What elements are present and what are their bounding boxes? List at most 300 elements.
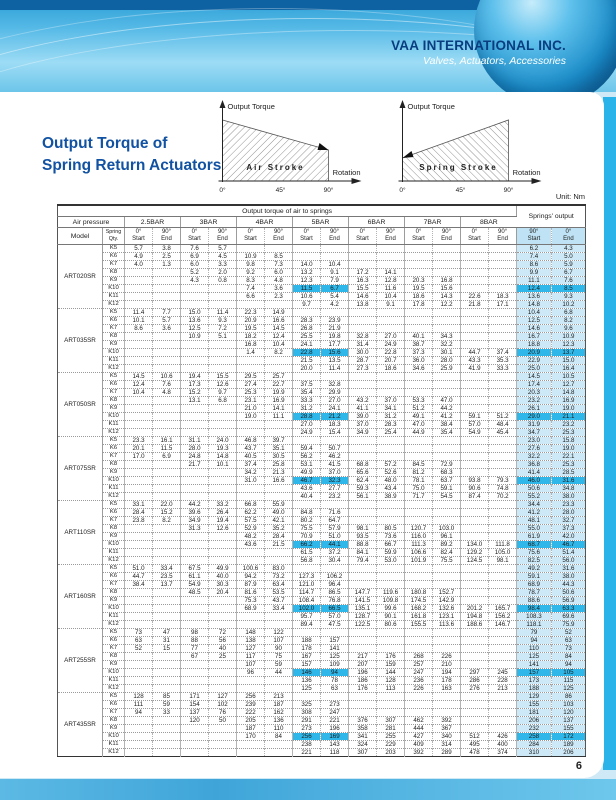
torque-value: 18.3 bbox=[489, 293, 517, 301]
torque-value: 121.0 bbox=[293, 581, 321, 589]
torque-value bbox=[125, 301, 153, 309]
torque-value: 120.7 bbox=[405, 525, 433, 533]
torque-value bbox=[125, 461, 153, 469]
torque-value: 228 bbox=[489, 677, 517, 685]
torque-value: 162 bbox=[265, 709, 293, 717]
torque-value: 34.7 bbox=[517, 429, 552, 437]
spring-qty: K11 bbox=[103, 421, 125, 429]
torque-value bbox=[321, 693, 349, 701]
torque-value: 37.0 bbox=[349, 421, 377, 429]
torque-value: 2.5 bbox=[153, 253, 181, 261]
torque-value: 147.7 bbox=[349, 589, 377, 597]
end-subheader: 90° End bbox=[489, 228, 517, 245]
torque-value: 10.9 bbox=[551, 333, 586, 341]
torque-value bbox=[489, 437, 517, 445]
torque-value: 84.8 bbox=[293, 509, 321, 517]
torque-value: 107 bbox=[237, 661, 265, 669]
torque-value: 236 bbox=[405, 677, 433, 685]
table-row bbox=[58, 485, 586, 493]
table-row bbox=[58, 341, 586, 349]
torque-value bbox=[125, 285, 153, 293]
torque-value bbox=[321, 501, 349, 509]
torque-value: 127 bbox=[209, 693, 237, 701]
torque-value bbox=[433, 253, 461, 261]
torque-value bbox=[461, 533, 489, 541]
torque-value: 31.6 bbox=[551, 477, 586, 485]
spring-qty: K6 bbox=[103, 253, 125, 261]
torque-value bbox=[125, 469, 153, 477]
torque-value bbox=[125, 661, 153, 669]
torque-value: 221 bbox=[293, 749, 321, 757]
torque-value: 167 bbox=[293, 653, 321, 661]
torque-value: 24.9 bbox=[293, 429, 321, 437]
torque-value: 144 bbox=[377, 669, 405, 677]
spring-qty: K12 bbox=[103, 749, 125, 757]
torque-value: 30.1 bbox=[433, 349, 461, 357]
torque-value bbox=[125, 533, 153, 541]
torque-value bbox=[153, 285, 181, 293]
torque-value: 96.4 bbox=[321, 581, 349, 589]
torque-value: 73 bbox=[125, 629, 153, 637]
torque-value: 48.1 bbox=[517, 517, 552, 525]
torque-value: 84 bbox=[265, 733, 293, 741]
torque-value: 4.0 bbox=[125, 261, 153, 269]
torque-value: 89.2 bbox=[433, 541, 461, 549]
torque-value: 59 bbox=[153, 701, 181, 709]
torque-value: 39.7 bbox=[265, 437, 293, 445]
torque-value: 40.0 bbox=[209, 573, 237, 581]
torque-value: 73 bbox=[551, 645, 586, 653]
torque-value: 28.7 bbox=[349, 357, 377, 365]
torque-value: 10.9 bbox=[237, 253, 265, 261]
air-pressure-label: Air pressure bbox=[58, 217, 125, 228]
torque-value bbox=[433, 565, 461, 573]
air-to-springs-header: Output torque of air to springs bbox=[58, 205, 517, 217]
torque-value bbox=[237, 493, 265, 501]
torque-value: 27.0 bbox=[321, 397, 349, 405]
torque-value bbox=[181, 605, 209, 613]
torque-value: 11.6 bbox=[377, 285, 405, 293]
torque-value: 189 bbox=[551, 741, 586, 749]
torque-value: 41.9 bbox=[461, 365, 489, 373]
torque-value: 98.1 bbox=[489, 557, 517, 565]
torque-value: 24.1 bbox=[293, 341, 321, 349]
spring-qty: K9 bbox=[103, 341, 125, 349]
torque-value bbox=[433, 373, 461, 381]
table-row bbox=[58, 245, 586, 253]
table-row bbox=[58, 661, 586, 669]
torque-value bbox=[489, 405, 517, 413]
torque-value: 13.6 bbox=[517, 293, 552, 301]
torque-value bbox=[209, 429, 237, 437]
torque-value: 273 bbox=[293, 725, 321, 733]
torque-value bbox=[153, 277, 181, 285]
torque-value: 462 bbox=[405, 717, 433, 725]
torque-value bbox=[461, 693, 489, 701]
torque-value: 88.6 bbox=[517, 597, 552, 605]
spring-qty: K7 bbox=[103, 453, 125, 461]
torque-value bbox=[125, 405, 153, 413]
torque-value: 12.7 bbox=[551, 381, 586, 389]
spring-qty: K7 bbox=[103, 645, 125, 653]
torque-value: 47.0 bbox=[405, 421, 433, 429]
torque-value bbox=[293, 565, 321, 573]
torque-value bbox=[377, 693, 405, 701]
torque-value bbox=[125, 669, 153, 677]
torque-value: 55.9 bbox=[265, 501, 293, 509]
torque-value bbox=[237, 245, 265, 253]
torque-value: 63.3 bbox=[551, 605, 586, 613]
torque-value: 11.5 bbox=[293, 285, 321, 293]
torque-value bbox=[489, 661, 517, 669]
torque-value bbox=[405, 629, 433, 637]
torque-value: 44.9 bbox=[405, 429, 433, 437]
torque-value: 14.8 bbox=[209, 453, 237, 461]
table-row bbox=[58, 429, 586, 437]
torque-value bbox=[461, 661, 489, 669]
torque-value bbox=[181, 669, 209, 677]
torque-value: 7.3 bbox=[265, 261, 293, 269]
company-name: VAA INTERNATIONAL INC. bbox=[391, 38, 566, 53]
spring-qty: K11 bbox=[103, 549, 125, 557]
table-row bbox=[58, 677, 586, 685]
torque-value bbox=[153, 605, 181, 613]
torque-value bbox=[489, 573, 517, 581]
torque-value: 68.9 bbox=[237, 605, 265, 613]
torque-value: 21.5 bbox=[293, 357, 321, 365]
torque-value: 106.6 bbox=[405, 549, 433, 557]
torque-value bbox=[181, 557, 209, 565]
torque-value: 25 bbox=[209, 653, 237, 661]
spring-qty: K8 bbox=[103, 269, 125, 277]
torque-value: 125 bbox=[551, 685, 586, 693]
torque-value: 169 bbox=[321, 733, 349, 741]
torque-value: 23.1 bbox=[237, 397, 265, 405]
table-row bbox=[58, 493, 586, 501]
torque-value bbox=[125, 653, 153, 661]
torque-value: 33.4 bbox=[153, 565, 181, 573]
spring-qty: K11 bbox=[103, 485, 125, 493]
torque-value bbox=[433, 381, 461, 389]
torque-value: 314 bbox=[433, 741, 461, 749]
torque-value: 135.1 bbox=[349, 605, 377, 613]
torque-value bbox=[405, 693, 433, 701]
torque-value: 56.0 bbox=[551, 557, 586, 565]
torque-value: 1.3 bbox=[153, 261, 181, 269]
spring-qty: K12 bbox=[103, 685, 125, 693]
spring-qty: K11 bbox=[103, 677, 125, 685]
spring-qty: K12 bbox=[103, 365, 125, 373]
torque-value bbox=[377, 309, 405, 317]
torque-value: 217 bbox=[349, 653, 377, 661]
torque-value: 111.3 bbox=[405, 541, 433, 549]
torque-value bbox=[321, 373, 349, 381]
torque-value bbox=[489, 509, 517, 517]
torque-value bbox=[209, 597, 237, 605]
torque-value: 31.9 bbox=[517, 421, 552, 429]
torque-value: 35.4 bbox=[433, 429, 461, 437]
torque-value: 9.3 bbox=[551, 293, 586, 301]
torque-value: 14.5 bbox=[125, 373, 153, 381]
torque-value: 26.1 bbox=[517, 405, 552, 413]
torque-value: 196 bbox=[349, 669, 377, 677]
header-band bbox=[0, 0, 616, 92]
torque-value: 12.3 bbox=[551, 341, 586, 349]
table-row bbox=[58, 685, 586, 693]
table-row bbox=[58, 261, 586, 269]
torque-value bbox=[489, 709, 517, 717]
torque-value: 31.4 bbox=[349, 341, 377, 349]
torque-value bbox=[181, 293, 209, 301]
unit-label: Unit: Nm bbox=[555, 192, 585, 201]
torque-value: 4.8 bbox=[153, 389, 181, 397]
y-axis-arrow-icon bbox=[400, 100, 406, 108]
torque-value: 16.8 bbox=[237, 341, 265, 349]
torque-value: 226 bbox=[433, 653, 461, 661]
spring-qty: K10 bbox=[103, 349, 125, 357]
torque-value: 46.2 bbox=[321, 453, 349, 461]
torque-value: 123.1 bbox=[433, 613, 461, 621]
torque-value: 71.7 bbox=[405, 493, 433, 501]
torque-value: 37.5 bbox=[293, 381, 321, 389]
table-row bbox=[58, 549, 586, 557]
torque-value: 32.7 bbox=[551, 517, 586, 525]
torque-value: 8.5 bbox=[551, 285, 586, 293]
x-axis-label: Rotation bbox=[512, 168, 541, 177]
torque-value: 87.4 bbox=[461, 493, 489, 501]
torque-value bbox=[461, 453, 489, 461]
table-row bbox=[58, 437, 586, 445]
table-row bbox=[58, 613, 586, 621]
torque-value bbox=[181, 285, 209, 293]
torque-value bbox=[125, 557, 153, 565]
torque-value bbox=[265, 485, 293, 493]
torque-value: 36.0 bbox=[405, 357, 433, 365]
torque-value bbox=[181, 485, 209, 493]
spring-qty: K7 bbox=[103, 581, 125, 589]
torque-value: 23.2 bbox=[321, 493, 349, 501]
torque-value bbox=[237, 621, 265, 629]
torque-value: 14.5 bbox=[517, 373, 552, 381]
torque-value: 51.2 bbox=[489, 413, 517, 421]
end-subheader: 90° End bbox=[433, 228, 461, 245]
torque-value bbox=[349, 509, 377, 517]
header-row-1 bbox=[58, 205, 586, 217]
torque-value: 28.5 bbox=[551, 469, 586, 477]
torque-value: 11.4 bbox=[125, 309, 153, 317]
model-label: Model bbox=[58, 228, 103, 245]
torque-value bbox=[461, 445, 489, 453]
torque-value bbox=[461, 581, 489, 589]
torque-value: 96 bbox=[237, 669, 265, 677]
torque-value: 22.1 bbox=[551, 453, 586, 461]
spring-qty: K6 bbox=[103, 509, 125, 517]
torque-value: 12.2 bbox=[433, 301, 461, 309]
torque-value: 16.1 bbox=[153, 437, 181, 445]
torque-value: 281 bbox=[377, 725, 405, 733]
torque-value: 28.3 bbox=[377, 421, 405, 429]
torque-value bbox=[461, 397, 489, 405]
torque-value: 6.8 bbox=[551, 309, 586, 317]
torque-value: 146.7 bbox=[489, 621, 517, 629]
torque-value bbox=[377, 453, 405, 461]
torque-value bbox=[153, 621, 181, 629]
torque-value bbox=[237, 429, 265, 437]
torque-value bbox=[433, 637, 461, 645]
torque-value bbox=[209, 285, 237, 293]
torque-value: 116.0 bbox=[405, 533, 433, 541]
table-row bbox=[58, 405, 586, 413]
torque-value: 108.4 bbox=[293, 597, 321, 605]
torque-value bbox=[349, 629, 377, 637]
torque-value: 22.9 bbox=[517, 357, 552, 365]
torque-value: 34.9 bbox=[181, 517, 209, 525]
torque-value bbox=[181, 341, 209, 349]
torque-value bbox=[125, 749, 153, 757]
torque-value: 47.0 bbox=[433, 397, 461, 405]
torque-value: 17.3 bbox=[181, 381, 209, 389]
torque-value bbox=[181, 613, 209, 621]
spring-qty: K5 bbox=[103, 629, 125, 637]
torque-value bbox=[461, 341, 489, 349]
spring-qty: K12 bbox=[103, 621, 125, 629]
torque-value: 5.4 bbox=[321, 293, 349, 301]
start-subheader: 0° Start bbox=[293, 228, 321, 245]
torque-value bbox=[125, 733, 153, 741]
torque-value bbox=[265, 493, 293, 501]
pressure-header: 7BAR bbox=[405, 217, 461, 228]
torque-value: 15.5 bbox=[349, 285, 377, 293]
torque-value bbox=[461, 437, 489, 445]
torque-value: 23.9 bbox=[321, 317, 349, 325]
torque-value: 55.2 bbox=[517, 493, 552, 501]
torque-value: 44.2 bbox=[181, 501, 209, 509]
torque-value: 206 bbox=[517, 717, 552, 725]
torque-value: 35.3 bbox=[489, 357, 517, 365]
torque-value: 109.8 bbox=[377, 597, 405, 605]
torque-value: 48.5 bbox=[181, 589, 209, 597]
torque-value: 9.7 bbox=[293, 301, 321, 309]
torque-value bbox=[349, 573, 377, 581]
torque-value bbox=[433, 325, 461, 333]
torque-value bbox=[461, 517, 489, 525]
torque-value: 14.1 bbox=[265, 405, 293, 413]
torque-value: 127 bbox=[237, 645, 265, 653]
torque-value: 7.2 bbox=[209, 325, 237, 333]
spring-qty: K10 bbox=[103, 733, 125, 741]
torque-value bbox=[377, 381, 405, 389]
torque-value bbox=[153, 653, 181, 661]
torque-value bbox=[125, 477, 153, 485]
torque-value bbox=[209, 469, 237, 477]
torque-value: 6.6 bbox=[237, 293, 265, 301]
torque-value bbox=[405, 501, 433, 509]
model-name: ART160SR bbox=[58, 565, 103, 629]
torque-value: 68.7 bbox=[517, 541, 552, 549]
torque-value bbox=[349, 261, 377, 269]
torque-value bbox=[433, 573, 461, 581]
torque-value bbox=[181, 549, 209, 557]
torque-value: 5.9 bbox=[551, 261, 586, 269]
torque-value: 43.2 bbox=[349, 397, 377, 405]
torque-value: 30.4 bbox=[321, 557, 349, 565]
torque-value bbox=[489, 565, 517, 573]
torque-value bbox=[489, 253, 517, 261]
torque-value bbox=[209, 485, 237, 493]
spring-qty: K5 bbox=[103, 309, 125, 317]
spring-qty: K9 bbox=[103, 661, 125, 669]
torque-value: 37.0 bbox=[377, 397, 405, 405]
torque-value: 308 bbox=[293, 709, 321, 717]
torque-value: 7.6 bbox=[551, 277, 586, 285]
torque-value bbox=[209, 413, 237, 421]
y-axis-label: Output Torque bbox=[227, 102, 275, 111]
torque-value: 18.2 bbox=[237, 333, 265, 341]
spring-qty: K8 bbox=[103, 525, 125, 533]
torque-value bbox=[237, 613, 265, 621]
torque-value: 66.7 bbox=[377, 541, 405, 549]
torque-value: 35.1 bbox=[265, 445, 293, 453]
torque-value bbox=[209, 605, 237, 613]
torque-value: 75.0 bbox=[405, 485, 433, 493]
table-row bbox=[58, 373, 586, 381]
torque-value bbox=[405, 701, 433, 709]
torque-value bbox=[153, 541, 181, 549]
torque-value bbox=[377, 245, 405, 253]
torque-value: 59.1 bbox=[433, 485, 461, 493]
torque-value: 61.9 bbox=[517, 533, 552, 541]
torque-value bbox=[181, 541, 209, 549]
torque-value: 19.3 bbox=[209, 445, 237, 453]
table-row bbox=[58, 517, 586, 525]
torque-value bbox=[405, 637, 433, 645]
table-row bbox=[58, 717, 586, 725]
torque-value bbox=[153, 301, 181, 309]
torque-value: 141.5 bbox=[349, 597, 377, 605]
torque-value bbox=[489, 717, 517, 725]
torque-value bbox=[377, 573, 405, 581]
torque-value: 155 bbox=[517, 701, 552, 709]
torque-value bbox=[181, 429, 209, 437]
torque-value: 137 bbox=[181, 709, 209, 717]
torque-value: 59.1 bbox=[517, 573, 552, 581]
torque-value: 113.6 bbox=[433, 621, 461, 629]
table-row bbox=[58, 557, 586, 565]
torque-value: 23.3 bbox=[125, 437, 153, 445]
torque-value: 258 bbox=[517, 733, 552, 741]
table-row bbox=[58, 477, 586, 485]
model-name: ART020SR bbox=[58, 245, 103, 309]
torque-value bbox=[265, 549, 293, 557]
torque-value: 16.6 bbox=[265, 477, 293, 485]
torque-value: 20.3 bbox=[405, 277, 433, 285]
torque-value bbox=[153, 525, 181, 533]
torque-value bbox=[461, 525, 489, 533]
model-name: ART050SR bbox=[58, 373, 103, 437]
torque-value: 66.2 bbox=[293, 541, 321, 549]
torque-value bbox=[237, 677, 265, 685]
company-tagline: Valves, Actuators, Accessories bbox=[423, 55, 566, 67]
stroke-direction-arrow-icon bbox=[403, 151, 414, 158]
torque-value bbox=[433, 629, 461, 637]
torque-table bbox=[57, 204, 586, 757]
header-row-2 bbox=[58, 217, 586, 228]
torque-value bbox=[293, 253, 321, 261]
torque-value: 81.2 bbox=[405, 469, 433, 477]
torque-value: 213 bbox=[489, 685, 517, 693]
torque-value: 31.2 bbox=[377, 413, 405, 421]
y-axis-label: Output Torque bbox=[407, 102, 455, 111]
